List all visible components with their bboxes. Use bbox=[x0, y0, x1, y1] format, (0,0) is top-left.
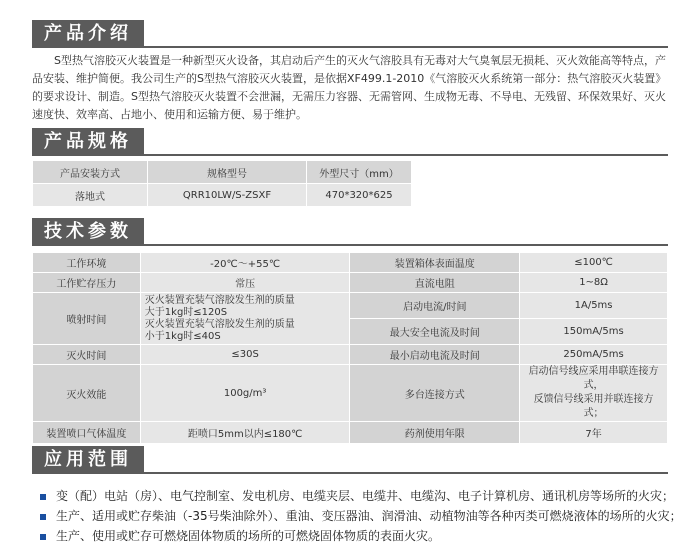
spec-model-value: QRR10LW/S-ZSXF bbox=[148, 184, 307, 207]
tech-value-resist: 1~8Ω bbox=[520, 273, 668, 293]
section-title-spec: 产品规格 bbox=[32, 128, 144, 156]
spray-line: 灭火装置充装气溶胶发生剂的质量 bbox=[144, 318, 295, 330]
section-title-tech: 技术参数 bbox=[32, 218, 144, 246]
tech-label-max-safe: 最大安全电流及时间 bbox=[350, 319, 520, 345]
list-item bbox=[40, 526, 680, 546]
section-apps-header bbox=[32, 446, 668, 474]
tech-label-start-current: 启动电流/时间 bbox=[350, 293, 520, 319]
spec-size-value: 470*320*625 bbox=[307, 184, 412, 207]
tech-value-min-start: 250mA/5ms bbox=[520, 345, 668, 365]
spec-header-size: 外型尺寸（mm） bbox=[307, 161, 412, 184]
table-row bbox=[33, 293, 668, 319]
list-item bbox=[40, 506, 680, 526]
tech-label-multi: 多台连接方式 bbox=[350, 365, 520, 422]
table-row bbox=[33, 273, 668, 293]
tech-table bbox=[32, 252, 668, 444]
tech-value-spray bbox=[140, 293, 350, 345]
tech-value-life: 7年 bbox=[520, 422, 668, 444]
apps-item-text: 变（配）电站（房）、电气控制室、发电机房、电缆夹层、电缆井、电缆沟、电子计算机房、通讯机房等场所的火灾； bbox=[56, 489, 675, 503]
section-divider bbox=[144, 46, 668, 48]
multi-line: 启动信号线应采用串联连接方式， bbox=[528, 366, 659, 391]
tech-label-min-start: 最小启动电流及时间 bbox=[350, 345, 520, 365]
bullet-icon bbox=[40, 494, 46, 500]
multi-line: 反馈信号线采用并联连接方式； bbox=[533, 394, 654, 419]
intro-paragraph: S型热气溶胶灭火装置是一种新型灭火设备，其启动后产生的灭火气溶胶具有无毒对大气臭氧层无损耗、灭火效能高等特点，产品安装、维护简便。我公司生产的S型热气溶胶灭火装置，是依据XF499.1-2010《气溶胶灭火系统第一部分：热气溶胶灭火装置》的要求设计、制造。S型热气溶胶灭火装置不会泄漏，无需压力容器、无需管网、生成物无毒、不导电、无残留、环保效果好、灭火速度快、效率高、占地小、使用和运输方便、易于维护。 bbox=[32, 54, 667, 121]
tech-value-outlet: 距喷口5mm以内≤180℃ bbox=[140, 422, 350, 444]
tech-value-start-current: 1A/5ms bbox=[520, 293, 668, 319]
tech-value-efficiency: 100g/m³ bbox=[140, 365, 350, 422]
table-row bbox=[33, 345, 668, 365]
tech-label-spray: 喷射时间 bbox=[33, 293, 141, 345]
spec-header-install: 产品安装方式 bbox=[33, 161, 148, 184]
tech-value-env: -20℃～+55℃ bbox=[140, 253, 350, 273]
section-title-apps: 应用范围 bbox=[32, 446, 144, 474]
tech-value-ext-time: ≤30S bbox=[140, 345, 350, 365]
tech-label-ext-time: 灭火时间 bbox=[33, 345, 141, 365]
spray-line: 大于1kg时≤120S bbox=[144, 306, 228, 318]
tech-value-box-temp: ≤100℃ bbox=[520, 253, 668, 273]
section-spec-header bbox=[32, 128, 668, 156]
table-row bbox=[33, 161, 412, 184]
spray-line: 小于1kg时≤40S bbox=[144, 330, 221, 342]
tech-label-efficiency: 灭火效能 bbox=[33, 365, 141, 422]
section-title-intro: 产品介绍 bbox=[32, 20, 144, 48]
bullet-icon bbox=[40, 514, 46, 520]
section-divider bbox=[144, 154, 668, 156]
tech-value-pressure: 常压 bbox=[140, 273, 350, 293]
apps-list bbox=[40, 486, 680, 546]
tech-label-pressure: 工作贮存压力 bbox=[33, 273, 141, 293]
tech-label-box-temp: 装置箱体表面温度 bbox=[350, 253, 520, 273]
list-item bbox=[40, 486, 680, 506]
table-row bbox=[33, 253, 668, 273]
spec-header-model: 规格型号 bbox=[148, 161, 307, 184]
section-divider bbox=[144, 472, 668, 474]
apps-item-text: 生产、使用或贮存可燃烧固体物质的场所的可燃烧固体物质的表面火灾。 bbox=[56, 529, 441, 543]
spray-line: 灭火装置充装气溶胶发生剂的质量 bbox=[144, 294, 295, 306]
section-divider bbox=[144, 244, 668, 246]
table-row bbox=[33, 184, 412, 207]
spec-install-value: 落地式 bbox=[33, 184, 148, 207]
table-row bbox=[33, 365, 668, 422]
tech-label-life: 药剂使用年限 bbox=[350, 422, 520, 444]
tech-label-resist: 直流电阻 bbox=[350, 273, 520, 293]
section-tech-header bbox=[32, 218, 668, 246]
bullet-icon bbox=[40, 534, 46, 540]
tech-value-multi bbox=[520, 365, 668, 422]
tech-value-max-safe: 150mA/5ms bbox=[520, 319, 668, 345]
table-row bbox=[33, 422, 668, 444]
spec-table bbox=[32, 160, 412, 207]
tech-label-env: 工作环境 bbox=[33, 253, 141, 273]
apps-item-text: 生产、适用或贮存柴油（-35号柴油除外）、重油、变压器油、润滑油、动植物油等各种丙类可燃烧液体的场所的火灾； bbox=[56, 509, 682, 523]
tech-label-outlet: 装置喷口气体温度 bbox=[33, 422, 141, 444]
section-intro-header bbox=[32, 20, 668, 48]
